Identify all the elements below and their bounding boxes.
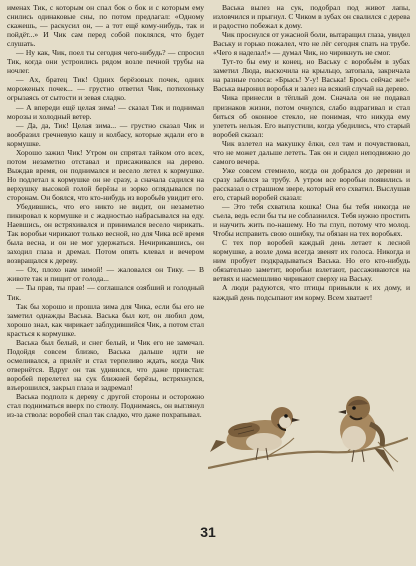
paragraph: Васька подполз к дереву с другой стороны и осторожно стал подниматься вверх по стволу. Поднимаясь, он выглянул из-за ствола: воробей спал так сладко, что даже похрапывал. [7,392,204,420]
page-number: 31 [200,524,216,540]
paragraph: Васька вылез на сук, подобрал под живот лапы, изловчился и прыгнул. С Чиком в зубах он свалился с дерева и радостно побежал к дому. [213,3,410,31]
paragraph: Тут-то бы ему и конец, но Ваську с воробьём в зубах заметил Люда, выскочила на крыльцо, затопала, закричала на разные голоса: «Брысь! У-у! Васька! Брось сейчас же!» Васька выронил воробья и залез на всякий случай на дерево. [213,57,410,94]
paragraph: Чик взлетел на макушку ёлки, сел там и почувствовал, что не может дальше лететь. Так он и сидел неподвижно до самого вечера. [213,138,410,166]
paragraph: — Да, да, Тик! Целая зима... — грустно сказал Чик и вообразил гречневую кашу и колбасу, которые ждали его в кормушке. [7,120,204,148]
paragraph: — Ты прав, ты прав! — соглашался озябший и голодный Тик. [7,283,204,302]
paragraph: — Ну как, Чик, поел ты сегодня чего-нибудь? — спросил Тик, когда они устроились рядом возле печной трубы на ночлег. [7,48,204,76]
paragraph: Чика принесли в тёплый дом. Сначала он не подавал признаков жизни, потом очнулся, слабо вздрагивал и стал биться об оконное стекло, не понимая, что никуда ему улететь нельзя. Его выпустили, когда убедились, что старый воробей сказал: [213,93,410,139]
paragraph: С тех пор воробей каждый день летает к лесной кормушке, а возле дома всегда звенят их голоса. Никогда и ним пробует подкрадываться Васька. Но его кто-нибудь обязательно заметит, воробьи взлетают, рассаживаются на ветвях и насмешливо чирикают сверху на Ваську. [213,238,410,284]
right-sparrow-illustration [338,396,394,472]
paragraph: Чик проснулся от ужасной боли, вытаращил глаза, увидел Ваську и горько пожалел, что не лёг сегодня спать на трубе. «Чего я наделал!» — думал Чик, но чирикнуть не смог. [213,30,410,58]
paragraph: Уже совсем стемнело, когда он добрался до деревни и сразу забился за трубу. А утром все воробьи появились и рассказал о страшном звере, который его схватил. Выслушав его, старый воробей сказал: [213,165,410,202]
sparrows-illustration [208,380,408,510]
paragraph: — Ах, братец Тик! Одних берёзовых почек, одних мороженых почек... — грустно ответил Чик, потихоньку огрызаясь от сытости и зевая сладко. [7,75,204,103]
left-sparrow-illustration [210,407,300,460]
paragraph: — Ох, плохо нам зимой! — жаловался он Тику. — В животе так и пищит от голода... [7,265,204,284]
paragraph: — Это тебя схватила кошка! Она бы тебя никогда не съела, ведь если бы ты не соблазнился. Тебя нужно простить и научить жить по-нашему. Но ты глуп, потому что молод. Чтобы исправить свою ошибку, ты обязан на тех воробьях. [213,202,410,239]
right-text-column [213,3,410,383]
paragraph: Так бы хорошо и прошла зима для Чика, если бы его не заметил однажды Васька. Васька был кот, он любил дом, хорошо знал, как чирикает заблудившийся Чик, а потом стал красться к кормушке. [7,301,204,338]
paragraph: именах Тик, с которым он спал бок о бок и с которым ему снились одинаковые сны, по потом предлагал: «Одному скажешь, — раскусил он, — а тот ещё кому-нибудь, так и пойдёт...» И Чик сам перед собой поклялся, что будет слушать. [7,3,204,49]
paragraph: — А впереди ещё целая зима! — сказал Тик и поднимал морозы и холодный ветер. [7,102,204,121]
paragraph: А люди радуются, что птицы привыкли к их дому, и каждый день подсыпают им корму. Всем хватает! [213,283,410,302]
paragraph: Васька был белый, и снег белый, и Чик его не замечал. Подойдя совсем близко, Васька дальше идти не осмеливался, а прилёг и стал терпеливо ждать, когда Чик отвернётся. Вдруг он так удивился, что даже привстал: воробей перелетел на сук ближней берёзы, встряхнулся, взъерошился, закрыл глаза и задремал! [7,337,204,392]
paragraph: Хорошо зажил Чик! Утром он спрятал тайком ото всех, потом незаметно отставал и присаживался на дерево. Выждав время, он поднимался и весело летел к кормушке. Но подлетал к кормушке он не сразу, а сначала садился на верхушку высокой голой берёзы и зорко оглядывался по сторонам. Он боялся, что кто-нибудь из воробьёв увидит его. [7,147,204,202]
left-text-column [7,3,204,419]
paragraph: Убедившись, что его никто не видит, он незаметно пикировал к кормушке и с жадностью набрасывался на еду. Наевшись, он встряхивался и принимался весело чирикать. Так воробьи чирикают только весной, но для Чика всё время была весна, и он не мог удержаться. Нечирикавшись, он заходил глаза и дремал. Потом опять клевал и вечером возвращался к дереву. [7,202,204,266]
